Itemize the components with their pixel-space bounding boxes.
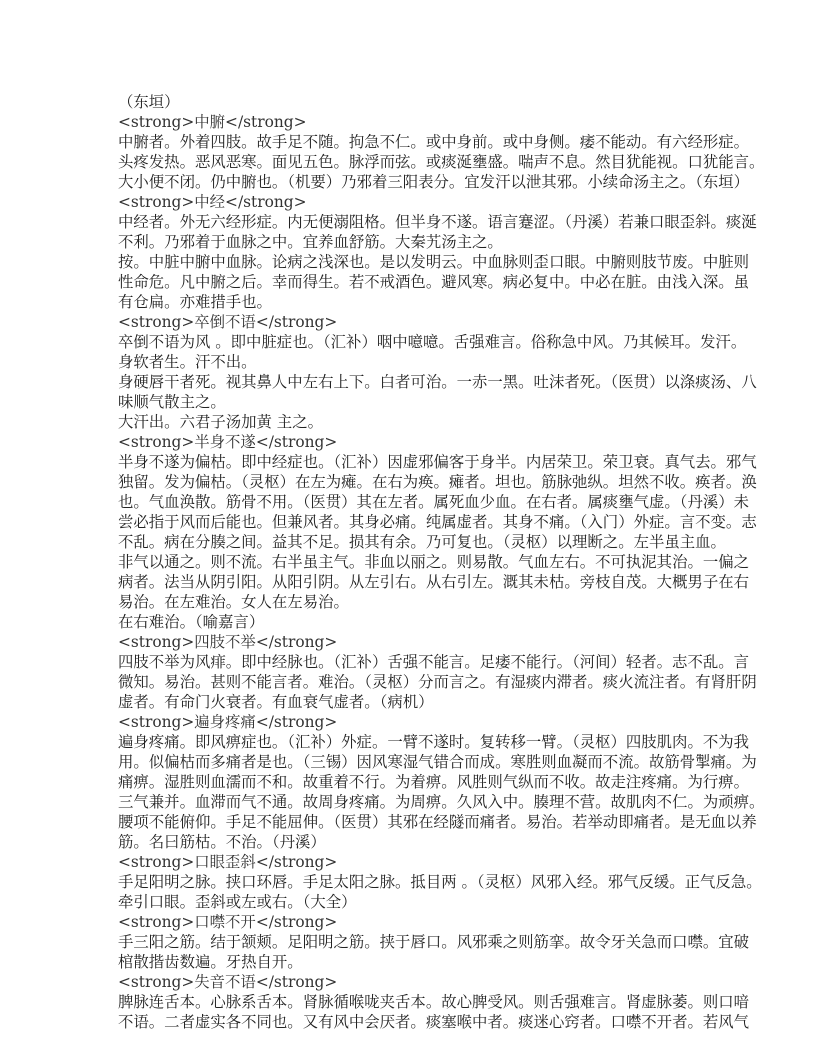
text-line: 用。似偏枯而多痛者是也。（三锡）因风寒湿气错合而成。寒胜则血凝而不流。故筋骨掣痛。为 [118,753,757,771]
text-line: 筋。名曰筋枯。不治。（丹溪） [118,833,326,851]
text-line: 半身不遂为偏枯。即中经症也。（汇补）因虚邪偏客于身半。内居荣卫。荣卫衰。真气去。邪气 [118,453,757,471]
text-line: 病者。法当从阴引阳。从阳引阴。从左引右。从右引左。溉其未枯。旁枝自茂。大概男子在右 [118,573,750,591]
text-line: 不利。乃邪着于血脉之中。宜养血舒筋。大秦艽汤主之。 [118,233,503,251]
text-line: 非气以通之。则不流。右半虽主气。非血以丽之。则易散。气血左右。不可执泥其治。一偏之 [118,553,750,571]
section-heading: <strong>中经</strong> [118,193,307,211]
text-line: 大小便不闭。仍中腑也。（机要）乃邪着三阳表分。宜发汗以泄其邪。小续命汤主之。（东垣） [118,173,750,191]
text-line: 手足阳明之脉。挟口环唇。手足太阳之脉。抵目两 。（灵枢）风邪入经。邪气反缓。正气反急。 [118,873,762,891]
text-line: 腰项不能俯仰。手足不能屈伸。（医贯）其邪在经隧而痛者。易治。若举动即痛者。是无血以养 [118,813,757,831]
text-line: 手三阳之筋。结于颔颊。足阳明之筋。挟于唇口。风邪乘之则筋挛。故令牙关急而口噤。宜破 [118,933,750,951]
section-heading: <strong>半身不遂</strong> [118,433,338,451]
section-heading: <strong>四肢不举</strong> [118,633,338,651]
section-heading: <strong>卒倒不语</strong> [118,313,338,331]
text-line: 虚者。有命门火衰者。有血衰气虚者。（病机） [118,693,434,711]
text-line: 易治。在左难治。女人在左易治。 [118,593,349,611]
text-line: 脾脉连舌本。心脉系舌本。肾脉循喉咙夹舌本。故心脾受风。则舌强难言。肾虚脉萎。则口喑 [118,993,750,1011]
text-line: 在右难治。（喻嘉言） [118,613,265,631]
text-line: 中经者。外无六经形症。内无便溺阻格。但半身不遂。语言蹇涩。（丹溪）若兼口眼歪斜。痰涎 [118,213,757,231]
text-line: 独留。发为偏枯。（灵枢）在左为瘫。在右为痪。瘫者。坦也。筋脉弛纵。坦然不收。痪者。涣 [118,473,757,491]
text-line: 味顺气散主之。 [118,393,226,411]
text-line: 大汗出。六君子汤加黄 主之。 [118,413,323,431]
document-body [118,92,765,1032]
text-line: 遍身疼痛。即风痹症也。（汇补）外症。一臂不遂时。复转移一臂。（灵枢）四肢肌肉。不为我 [118,733,750,751]
text-line: 痛痹。湿胜则血濡而不和。故重着不行。为着痹。风胜则气纵而不收。故走注疼痛。为行痹。 [118,773,750,791]
section-heading: <strong>口噤不开</strong> [118,913,338,931]
text-line: 有仓扁。亦难措手也。 [118,293,272,311]
text-line: 不语。二者虚实各不同也。又有风中会厌者。痰塞喉中者。痰迷心窍者。口噤不开者。若风气 [118,1013,750,1031]
text-line: 也。气血涣散。筋骨不用。（医贯）其在左者。属死血少血。在右者。属痰壅气虚。（丹溪）未 [118,493,750,511]
text-line: 中腑者。外着四肢。故手足不随。拘急不仁。或中身前。或中身侧。痿不能动。有六经形症。 [118,133,750,151]
text-line: 三气兼并。血滞而气不通。故周身疼痛。为周痹。久风入中。腠理不营。故肌肉不仁。为顽痹。 [118,793,765,811]
section-heading: <strong>遍身疼痛</strong> [118,713,338,731]
text-line: 卒倒不语为风 。即中脏症也。（汇补）咽中噫噫。舌强难言。俗称急中风。乃其候耳。发汗。 [118,333,747,351]
text-line: 棺散揩齿数遍。牙热自开。 [118,953,303,971]
text-line: 性命危。凡中腑之后。幸而得生。若不戒酒色。避风寒。病必复中。中必在脏。由浅入深。虽 [118,273,750,291]
text-line: （东垣） [118,93,180,111]
text-line: 身硬唇干者死。视其鼻人中左右上下。白者可治。一赤一黑。吐沫者死。（医贯）以涤痰汤、八 [118,373,757,391]
text-line: 微知。易治。甚则不能言者。难治。（灵枢）分而言之。有湿痰内滞者。痰火流注者。有肾肝阴 [118,673,757,691]
text-line: 牵引口眼。歪斜或左或右。（大全） [118,893,357,911]
text-line: 按。中脏中腑中血脉。论病之浅深也。是以发明云。中血脉则歪口眼。中腑则肢节废。中脏则 [118,253,750,271]
text-line: 四肢不举为风痱。即中经脉也。（汇补）舌强不能言。足痿不能行。（河间）轻者。志不乱。言 [118,653,750,671]
text-line: 身软者生。汗不出。 [118,353,257,371]
section-heading: <strong>失音不语</strong> [118,973,338,991]
text-line: 尝必指于风而后能也。但兼风者。其身必痛。纯属虚者。其身不痛。（入门）外症。言不变。志 [118,513,757,531]
section-heading: <strong>口眼歪斜</strong> [118,853,338,871]
text-line: 不乱。病在分腠之间。益其不足。损其有余。乃可复也。（灵枢）以理断之。左半虽主血。 [118,533,726,551]
text-line: 头疼发热。恶风恶寒。面见五色。脉浮而弦。或痰涎壅盛。喘声不息。然目犹能视。口犹能言。 [118,153,765,171]
section-heading: <strong>中腑</strong> [118,113,307,131]
